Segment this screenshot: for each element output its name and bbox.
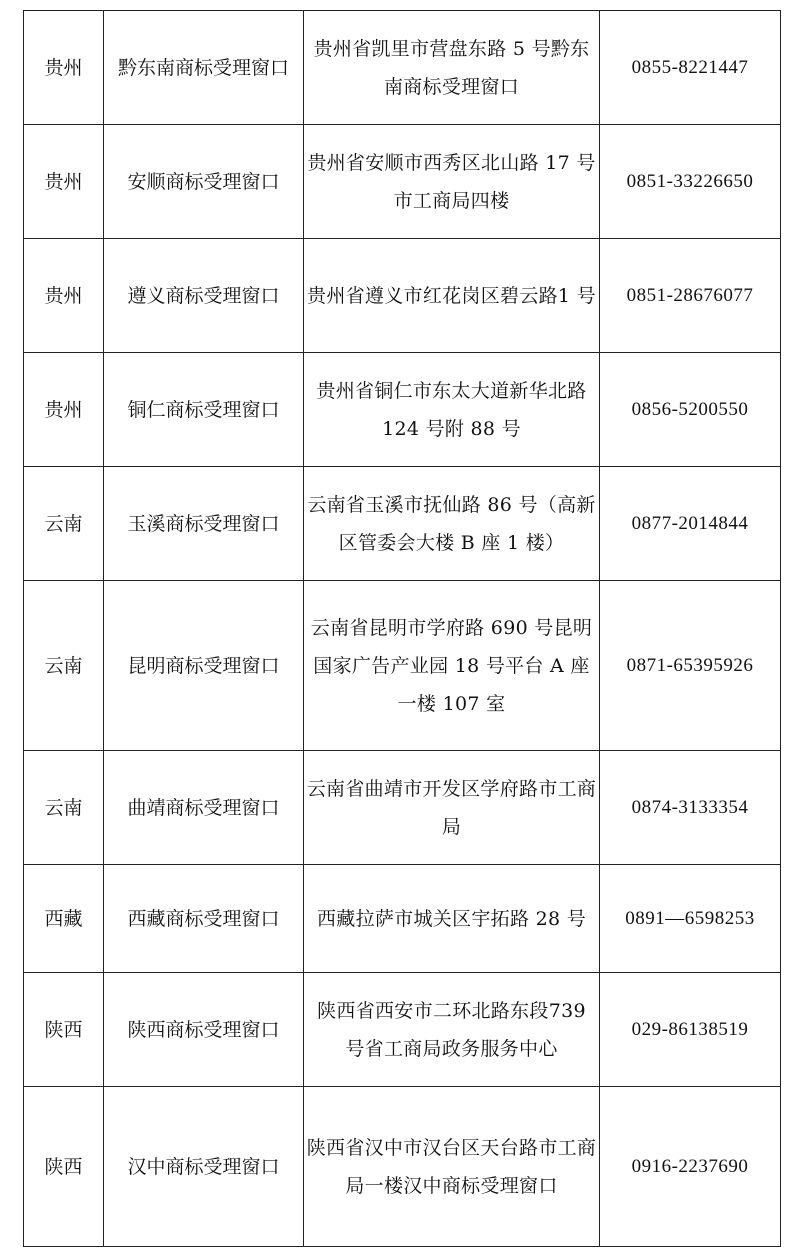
province-cell: 贵州 [24, 239, 104, 353]
table-row [24, 467, 781, 581]
phone-cell: 029-86138519 [600, 973, 781, 1087]
phone-cell: 0851-28676077 [600, 239, 781, 353]
office-name-cell: 西藏商标受理窗口 [104, 865, 304, 973]
phone-cell: 0856-5200550 [600, 353, 781, 467]
office-name-cell: 遵义商标受理窗口 [104, 239, 304, 353]
table-row [24, 581, 781, 751]
phone-cell: 0855-8221447 [600, 11, 781, 125]
province-cell: 贵州 [24, 353, 104, 467]
table-row [24, 865, 781, 973]
address-cell: 陕西省西安市二环北路东段739 号省工商局政务服务中心 [304, 973, 600, 1087]
office-name-cell: 安顺商标受理窗口 [104, 125, 304, 239]
address-cell: 云南省昆明市学府路 690 号昆明国家广告产业园 18 号平台 A 座一楼 107 室 [304, 581, 600, 751]
province-cell: 陕西 [24, 1087, 104, 1247]
phone-cell: 0891—6598253 [600, 865, 781, 973]
table-row [24, 125, 781, 239]
address-cell: 西藏拉萨市城关区宇拓路 28 号 [304, 865, 600, 973]
table-row [24, 353, 781, 467]
address-cell: 云南省玉溪市抚仙路 86 号（高新区管委会大楼 B 座 1 楼） [304, 467, 600, 581]
office-name-cell: 汉中商标受理窗口 [104, 1087, 304, 1247]
province-cell: 云南 [24, 581, 104, 751]
office-name-cell: 铜仁商标受理窗口 [104, 353, 304, 467]
address-cell: 贵州省铜仁市东太大道新华北路 124 号附 88 号 [304, 353, 600, 467]
address-cell: 贵州省凯里市营盘东路 5 号黔东南商标受理窗口 [304, 11, 600, 125]
province-cell: 陕西 [24, 973, 104, 1087]
phone-cell: 0851-33226650 [600, 125, 781, 239]
office-name-cell: 陕西商标受理窗口 [104, 973, 304, 1087]
province-cell: 贵州 [24, 11, 104, 125]
office-name-cell: 玉溪商标受理窗口 [104, 467, 304, 581]
address-cell: 贵州省安顺市西秀区北山路 17 号市工商局四楼 [304, 125, 600, 239]
phone-cell: 0871-65395926 [600, 581, 781, 751]
table-row [24, 1087, 781, 1247]
table-row [24, 11, 781, 125]
office-name-cell: 昆明商标受理窗口 [104, 581, 304, 751]
province-cell: 云南 [24, 467, 104, 581]
office-name-cell: 曲靖商标受理窗口 [104, 751, 304, 865]
phone-cell: 0916-2237690 [600, 1087, 781, 1247]
address-cell: 云南省曲靖市开发区学府路市工商局 [304, 751, 600, 865]
phone-cell: 0877-2014844 [600, 467, 781, 581]
address-cell: 贵州省遵义市红花岗区碧云路1 号 [304, 239, 600, 353]
table-row [24, 751, 781, 865]
province-cell: 贵州 [24, 125, 104, 239]
office-name-cell: 黔东南商标受理窗口 [104, 11, 304, 125]
table-row [24, 973, 781, 1087]
province-cell: 西藏 [24, 865, 104, 973]
province-cell: 云南 [24, 751, 104, 865]
address-cell: 陕西省汉中市汉台区天台路市工商局一楼汉中商标受理窗口 [304, 1087, 600, 1247]
table-row [24, 239, 781, 353]
phone-cell: 0874-3133354 [600, 751, 781, 865]
trademark-office-table [23, 10, 781, 1247]
